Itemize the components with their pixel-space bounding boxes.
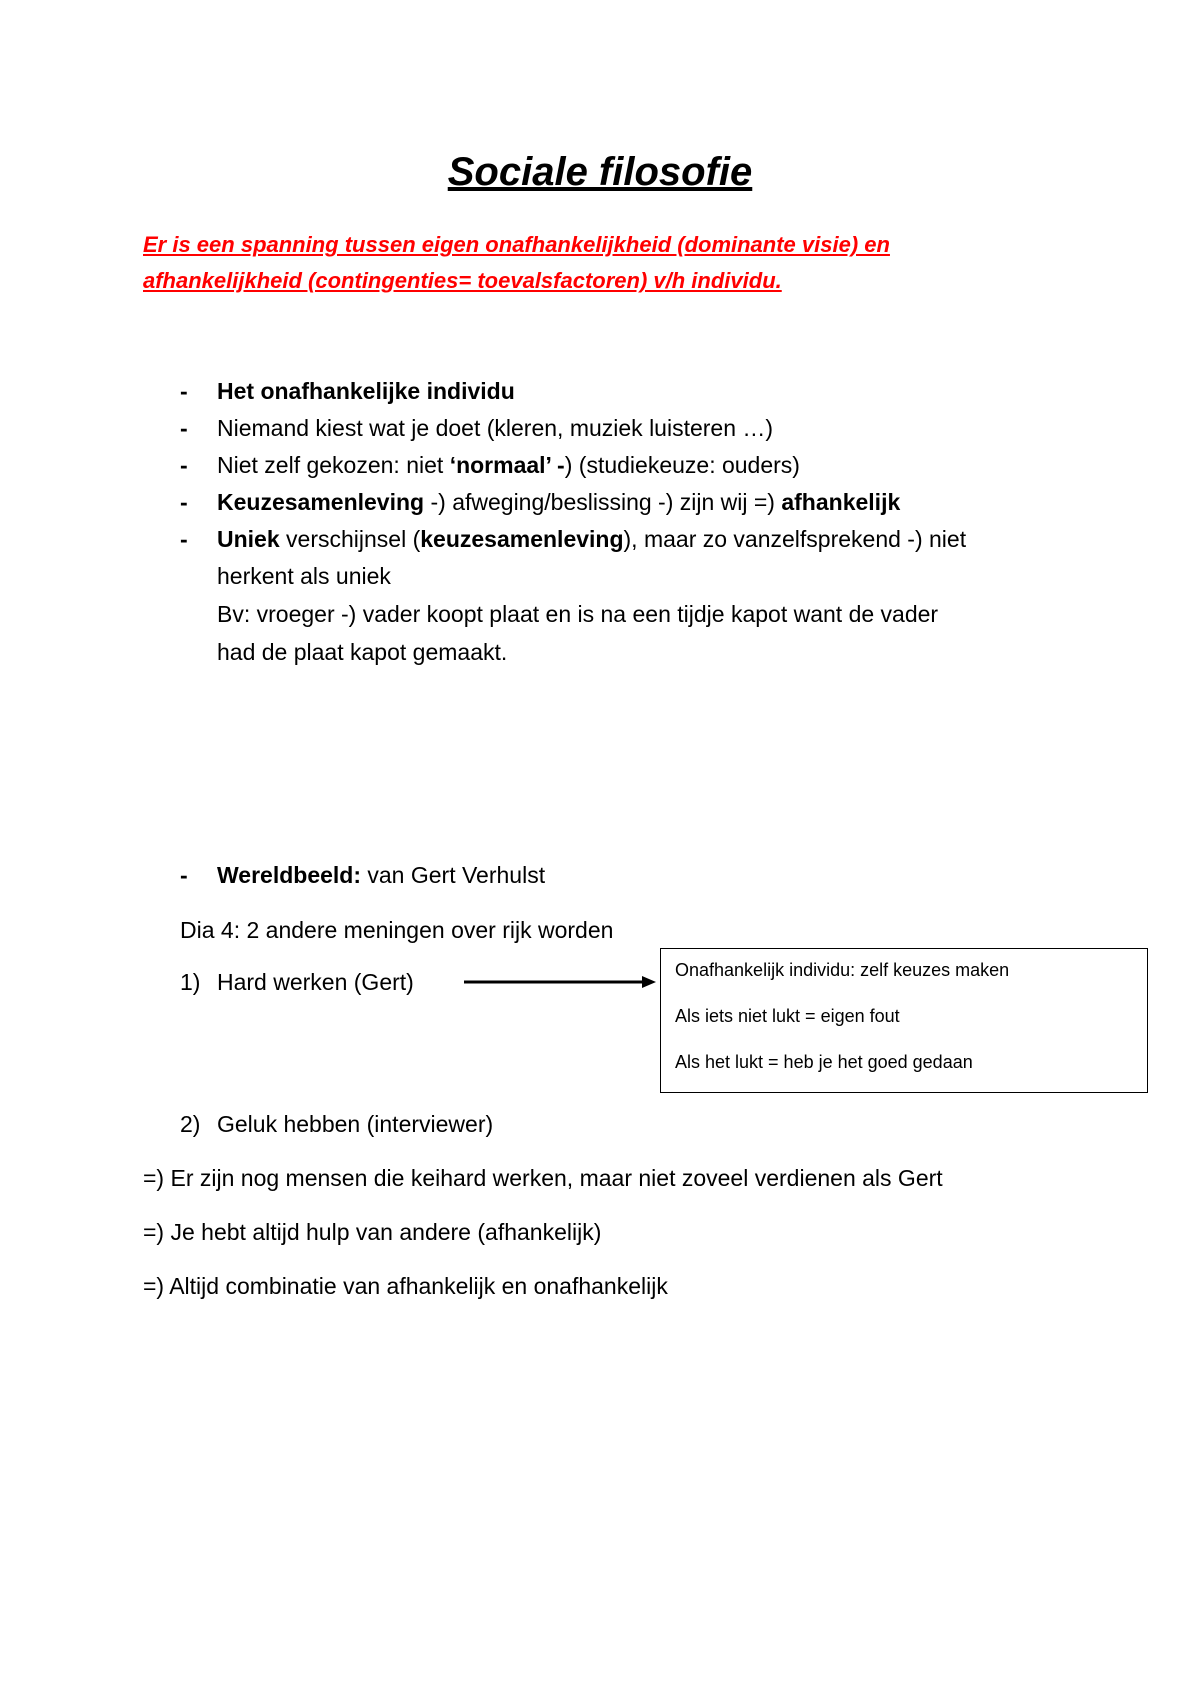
bullet-5-line-4: had de plaat kapot gemaakt. [217,639,508,665]
numbered-1-text: Hard werken (Gert) [217,969,414,995]
bullet-4: Keuzesamenleving -) afweging/beslissing -) zijn wij =) afhankelijk [217,489,901,515]
bullet-3: Niet zelf gekozen: niet ‘normaal’ -) (studiekeuze: ouders) [217,452,800,478]
intro-line-1: Er is een spanning tussen eigen onafhankelijkheid (dominante visie) en [143,232,890,257]
numbered-1-num: 1) [180,969,201,995]
dia-heading: Dia 4: 2 andere meningen over rijk worden [180,917,614,943]
conclusion-1: =) Er zijn nog mensen die keihard werken, maar niet zoveel verdienen als Gert [143,1165,943,1191]
note-line-1: Onafhankelijk individu: zelf keuzes maken [675,960,1010,980]
note-line-2: Als iets niet lukt = eigen fout [675,1006,900,1026]
note-line-3: Als het lukt = heb je het goed gedaan [675,1052,973,1072]
bullet-2: Niemand kiest wat je doet (kleren, muziek luisteren …) [217,415,774,441]
bullet-dash: - [180,415,188,441]
bullet-5-line-3: Bv: vroeger -) vader koopt plaat en is na een tijdje kapot want de vader [217,601,939,627]
conclusion-3: =) Altijd combinatie van afhankelijk en onafhankelijk [143,1273,668,1299]
numbered-2-text: Geluk hebben (interviewer) [217,1111,494,1137]
bullet-5-line-2: herkent als uniek [217,563,391,589]
intro-line-2: afhankelijkheid (contingenties= toevalsfactoren) v/h individu. [143,268,782,293]
numbered-2-num: 2) [180,1111,201,1137]
bullet-dash: - [180,489,188,515]
bullet-6: Wereldbeeld: van Gert Verhulst [217,862,546,888]
bullet-1: Het onafhankelijke individu [217,378,515,404]
bullet-dash: - [180,452,188,478]
note-box [660,948,1148,1093]
page-title: Sociale filosofie [447,150,753,194]
bullet-dash: - [180,378,188,404]
bullet-5: Uniek verschijnsel (keuzesamenleving), maar zo vanzelfsprekend -) niet [217,526,967,552]
conclusion-2: =) Je hebt altijd hulp van andere (afhankelijk) [143,1219,602,1245]
bullet-dash: - [180,526,188,552]
arrow-icon [460,970,660,994]
bullet-dash: - [180,862,188,888]
